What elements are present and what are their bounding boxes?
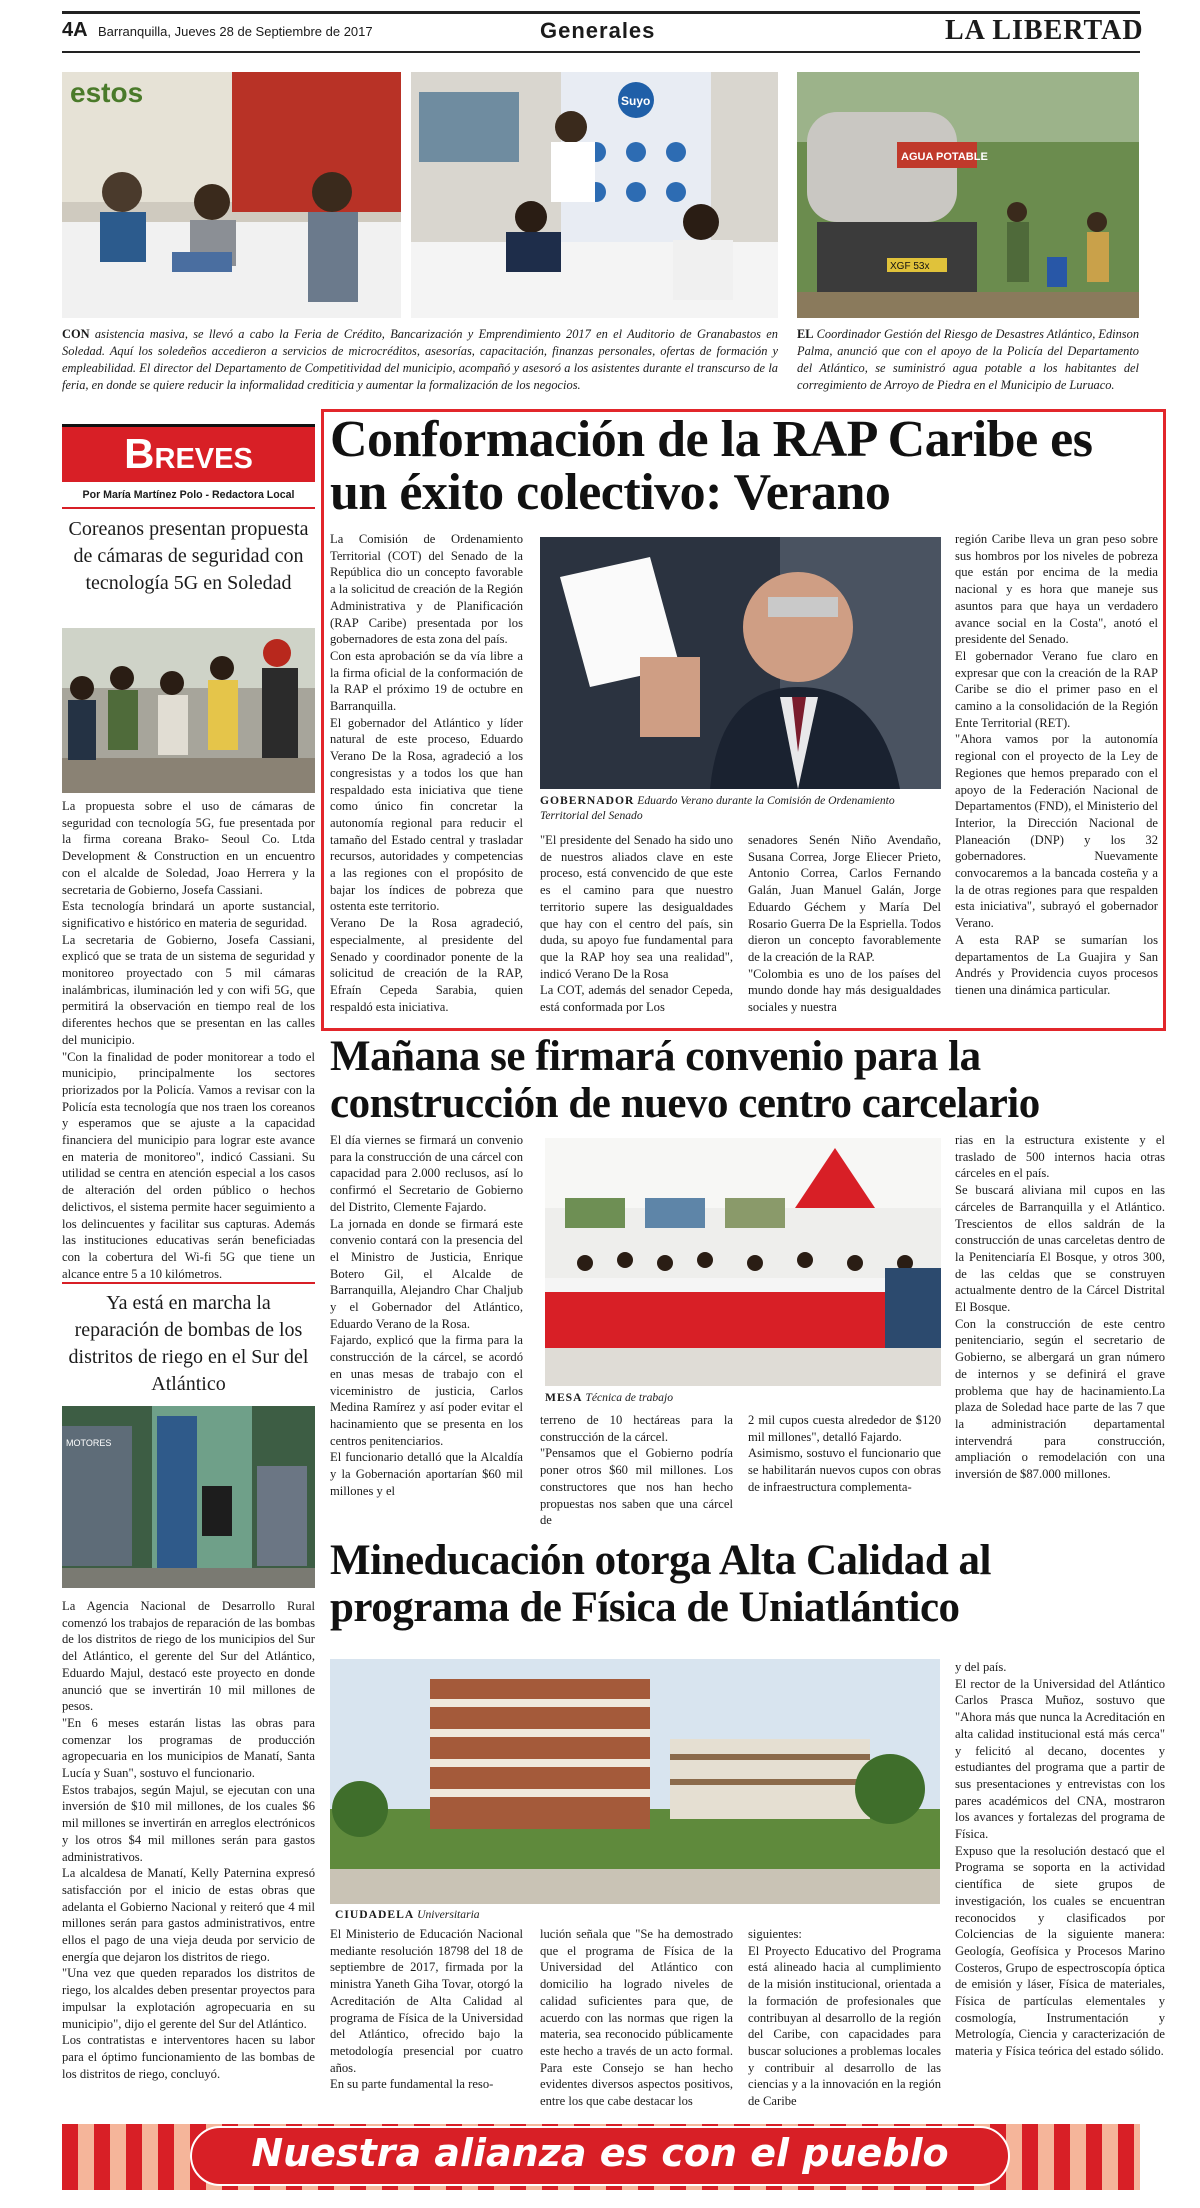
- caption-text: asistencia masiva, se llevó a cabo la Feria de Crédito, Bancarización y Emprendimiento 2017 en el Auditorio de Granabastos en Soledad. Aquí los soledeños accedieron a servicios de microcréditos, asesorías, capacitación, finanzas personales, ofertas de formación y empleabilidad. El director del Departamento de Competitividad del municipio, acompañó y asesoró a los asistentes durante el transcurso de la feria, en donde se quiere reducir la informalidad crediticia y aumentar la formalización de los negocios.: [62, 327, 778, 392]
- brief-1-photo: [62, 628, 315, 793]
- brief-1-title: Coreanos presentan propuesta de cámaras de seguridad con tecnología 5G en Soledad: [68, 518, 309, 594]
- agua-potable-photo: [797, 72, 1139, 318]
- rap-column-2: "El presidente del Senado ha sido uno de nuestros aliados clave en este proceso, está convencido de que este es el camino para que nuestro territorio supere las desigualdades que hay con el centro del país, sin duda, su apoyo fue fundamental para que la RAP hoy sea una realidad", indicó Verano De la Rosa La COT, además del senador Cepeda, está conformada por Los: [540, 833, 733, 1015]
- header-rule: [62, 51, 1140, 53]
- newspaper-brand: LA LIBERTAD: [945, 15, 1144, 46]
- brief-2-title: Ya está en marcha la reparación de bombas de los distritos de riego en el Sur del Atlántico: [68, 1292, 309, 1395]
- rap-governor-photo: [540, 537, 941, 789]
- breves-title: Breves: [124, 430, 253, 477]
- brief-1-body: La propuesta sobre el uso de cámaras de seguridad con tecnología 5G, fue presentada por la firma coreana Brako- Seoul Co. Ltda Development & Construction en un encuentro con el alcalde de Soledad, Joao Herrera y la secretaria de Gobierno, Josefa Cassiani. Esta tecnología brindará un aporte sustancial, significativo e histórico en materia de seguridad. La secretaria de Gobierno, Josefa Cassiani, explicó que se trata de un sistema de seguridad y monitoreo proyectado con 5 mil cámaras inalámbricas, iluminación led y con wifi 5G, que permitirá la observación en tiempo real de los diferentes hechos que se presentan en las calles del municipio. "Con la finalidad de poder monitorear a todo el municipio, principalmente los sectores priorizados por la Policía. Vamos a revisar con la Policía esta tecnología que nos traen los coreanos y esperamos que se ajuste a la capacidad financiera del municipio para lograr este avance en materia de monitoreo", indicó Cassiani. Su utilidad se centra en atención especial a los casos de alteración del orden público o hechos delictivos, el sistema permite hacer seguimiento a los delincuentes y facilitar sus capturas. Además las instituciones educativas serán beneficiadas con la cobertura del Wi-fi 5G que tiene un alcance entre 5 a 10 kilómetros.: [62, 799, 315, 1281]
- mineducacion-photo-caption: CIUDADELA Universitaria: [335, 1908, 480, 1921]
- top-rule: [62, 11, 1140, 14]
- carcel-column-4: rias en la estructura existente y el traslado de 500 internos hacia otras cárceles en el país. Se buscará aliviana mil cupos en las cárceles de Barranquilla y el Atlántico. Trescientos de ellos saldrán de la construcción de unas carceletas dentro de la Penitenciaría El Bosque, y otros 300, de las celdas que se construyen actualmente dentro de la Cárcel Distrital El Bosque. Con la construcción de este centro penitenciario, según el secretario de Gobierno, se albergará un gran número de internos y se definirá el grave problema que hay de hacinamiento.La plaza de Soledad hace parte de las 7 que la administración departamental intervendrá para construcción, ampliación o remodelación con una inversión de $87.000 millones.: [955, 1133, 1165, 1482]
- rap-column-1: La Comisión de Ordenamiento Territorial (COT) del Senado de la República dio un concepto favorable a la solicitud de creación de la Región Administrativa y de Planificación (RAP Caribe) presentada por los gobernadores de esta zona del país. Con esta aprobación se da vía libre a la firma oficial de la conformación de la RAP el próximo 19 de octubre en Barranquilla. El gobernador del Atlántico y líder natural de este proceso, Eduardo Verano De la Rosa, agradeció a los congresistas y a todos los que han respaldado esta iniciativa que tiene como único fin concretar la autonomía regional para reducir el tamaño del Estado central y trasladar recursos, autoridades y competencias a las regiones con el propósito de bajar los índices de pobreza que ostenta este territorio. Verano De la Rosa agradeció, especialmente, al presidente del Senado y coordinador ponente de la solicitud de creación de la RAP, Efraín Cepeda Sarabia, quien respaldó esta iniciativa.: [330, 532, 523, 1014]
- carcel-meeting-photo: [545, 1138, 941, 1386]
- carcel-column-2: terreno de 10 hectáreas para la construcción de la cárcel. "Pensamos que el Gobierno podría poner otros $60 mil millones. Los constructores que nos han hecho propuestas nos saben que una cárcel de: [540, 1413, 733, 1528]
- carcel-headline: Mañana se firmará convenio para la construcción de nuevo centro carcelario: [330, 1033, 1040, 1127]
- feria-credito-photo-1: [62, 72, 401, 318]
- caption-lead: EL: [797, 327, 814, 341]
- breves-rule: [62, 507, 315, 509]
- mineducacion-column-4: y del país. El rector de la Universidad del Atlántico Carlos Prasca Muñoz, sostuvo que "Ahora más que nunca la Acreditación en alta calidad institucional está más cerca" y felicitó al decano, docentes y estudiantes del programa que a partir de sus presentaciones y entrevistas con los pares académicos del CNA, mostraron los avances y fortalezas del programa de Física. Expuso que la resolución destacó que el Programa se soporta en la actividad científica de siete grupos de investigación, los cuales se encuentran reconocidos y clasificados por Colciencias de la siguiente manera: Geología, Geofísica y Procesos Marino Costeros, Grupo de espectroscopía óptica de emisión y láser, Física de materiales, Física de partículas elementales y cosmología, Instrumentación y Metrología, Ciencia y caracterización de materia y Física teórica del estado sólido.: [955, 1660, 1165, 2059]
- agua-potable-caption: [797, 326, 1139, 394]
- issue-date: Barranquilla, Jueves 28 de Septiembre de 2017: [98, 24, 373, 39]
- rap-column-3: senadores Senén Niño Avendaño, Susana Correa, Jorge Eliecer Prieto, Antonio Correa, Carlos Fernando Galán, Juan Manuel Galán, Jorge Eduardo Géchem y María Del Rosario Guerra De la Espriella. Todos dieron un concepto favorablemente de la creación de la RAP. "Colombia es uno de los países del mundo donde hay más desigualdades sociales y nuestra: [748, 833, 941, 1015]
- brief-2-body: La Agencia Nacional de Desarrollo Rural comenzó los trabajos de reparación de las bombas de los distritos de riego de los municipios del Sur del Atlántico, el gerente del Sur del Atlántico, Eduardo Majul, destacó este proyecto en donde anunció que se invertirán 10 mil millones de pesos. "En 6 meses estarán listas las obras para comenzar los programas de producción agropecuaria en los municipios de Manatí, Santa Lucía y Suan", sostuvo el funcionario. Estos trabajos, según Majul, se ejecutan con una inversión de $10 mil millones, de los cuales $6 mil millones se invertirán en arreglos electrónicos y los otros $4 mil millones serán para gastos administrativos. La alcaldesa de Manatí, Kelly Paternina expresó satisfacción por el inicio de estas obras que adelanta el Gobierno Nacional y reiteró que 4 mil millones serán para gastos administrativos, entre ellos el pago de una vieja deuda por servicio de energía que dejaron los distritos de riego. "Una vez que queden reparados los distritos de riego, los alcaldes deben presentar proyectos para impulsar la explotación agropecuaria en su municipio", dijo el gerente del Sur del Atlántico. Los contratistas e interventores hacen su labor para el óptimo funcionamiento de las bombas de los distritos de riego, concluyó.: [62, 1599, 315, 2081]
- carcel-column-1: El día viernes se firmará un convenio para la construcción de una cárcel con capacidad para 2.000 reclusos, así lo confirmó el Secretario de Gobierno del Distrito, Clemente Fajardo. La jornada en donde se firmará este convenio contará con la presencia del el Ministro de Justicia, Enrique Botero Gil, el Alcalde de Barranquilla, Alejandro Char Chaljub y el Gobernador del Atlántico, Eduardo Verano de la Rosa. Fajardo, explicó que la firma para la construcción de la cárcel, se acordó en unas mesas de trabajo con el viceministro de justicia, Carlos Medina Ramírez y así poder evitar el hacinamiento que se presenta en los centros penitenciarios. El funcionario detalló que la Alcaldía y la Gobernación aportarían $60 mil millones y el: [330, 1133, 523, 1498]
- brief-2-photo: [62, 1406, 315, 1588]
- section-name: Generales: [540, 18, 656, 43]
- caption-lead: CON: [62, 327, 90, 341]
- breves-credit: Por María Martínez Polo - Redactora Local: [82, 489, 295, 501]
- page-number: 4A: [62, 19, 88, 41]
- carcel-photo-caption: MESA Técnica de trabajo: [545, 1391, 673, 1404]
- rap-headline: Conformación de la RAP Caribe es un éxito colectivo: Verano: [330, 411, 1093, 521]
- rap-photo-caption: GOBERNADOR Eduardo Verano durante la Comisión de Ordenamiento Territorial del Senado: [540, 794, 895, 822]
- mineducacion-campus-photo: [330, 1659, 940, 1904]
- brief-separator: [62, 1282, 315, 1284]
- mineducacion-column-2: lución señala que "Se ha demostrado que el programa de Física de la Universidad del Atlántico con domicilio ha logrado niveles de calidad suficientes para que, de acuerdo con las normas que rigen la materia, sea reconocido públicamente este hecho a través de un acto formal. Para este Consejo se han hecho evidentes diversos aspectos positivos, entre los que cabe destacar los: [540, 1927, 733, 2109]
- carcel-column-3: 2 mil cupos cuesta alrededor de $120 mil millones", detalló Fajardo. Asimismo, sostuvo el funcionario que se habilitarán nuevos cupos con obras de infraestructura complementa-: [748, 1413, 941, 1494]
- photo-sign-text: AGUA POTABLE: [901, 151, 988, 163]
- photo-sign-text: Suyo: [621, 94, 651, 108]
- caption-text: Coordinador Gestión del Riesgo de Desastres Atlántico, Edinson Palma, anunció que con el apoyo de la Policía del Departamento del Atlántico, se suministró agua potable a los habitantes del corregimiento de Arroyo de Piedra en el Municipio de Luruaco.: [797, 327, 1140, 392]
- mineducacion-column-1: El Ministerio de Educación Nacional mediante resolución 18798 del 18 de septiembre de 2017, firmada por la ministra Yaneth Giha Tovar, otorgó la Acreditación de Alta Calidad al programa de Física de la Universidad del Atlántico, ofrecido bajo la metodología presencial por cuatro años. En su parte fundamental la reso-: [330, 1927, 523, 2092]
- feria-credito-photo-2: [411, 72, 778, 318]
- photo-plate-text: XGF 53x: [890, 261, 930, 272]
- photo-sign-text: estos: [70, 77, 144, 108]
- footer-slogan: Nuestra alianza es con el pueblo: [251, 2131, 949, 2175]
- mineducacion-headline: Mineducación otorga Alta Calidad al programa de Física de Uniatlántico: [330, 1537, 991, 1631]
- feria-credito-caption: [62, 326, 778, 394]
- mineducacion-column-3: siguientes: El Proyecto Educativo del Programa está alineado hacia al cumplimiento de la misión institucional, orientada a la formación de profesionales que contribuyan al desarrollo de la región del Caribe, con capacidades para buscar soluciones a problemas locales y contribuir al desarrollo de las ciencias y a la innovación en la región de Caribe: [748, 1927, 941, 2109]
- rap-column-4: región Caribe lleva un gran peso sobre sus hombros por los niveles de pobreza que están por encima de la media nacional y es hora que maneje sus asuntos para que haya un verdadero avance social en la Costa", anotó el presidente del Senado. El gobernador Verano fue claro en expresar que con la creación de la RAP Caribe se dio el primer paso en el camino a la consolidación de la Región Ente Territorial (RET). "Ahora vamos por la autonomía regional con el proyecto de la Ley de Regiones que hemos preparado con el apoyo de la Federación Nacional de Departamentos (FND), el Ministerio del Interior, la Dirección Nacional de Planeación (DNP) y los 32 gobernadores. Nuevamente convocaremos a la bancada costeña y a la de otras regiones para que respalden esta iniciativa", subrayó el gobernador Verano. A esta RAP se sumarían los departamentos de La Guajira y San Andrés y Providencia cuyos procesos tienen una dinámica particular.: [955, 532, 1158, 997]
- photo-sign-text: MOTORES: [66, 1438, 112, 1448]
